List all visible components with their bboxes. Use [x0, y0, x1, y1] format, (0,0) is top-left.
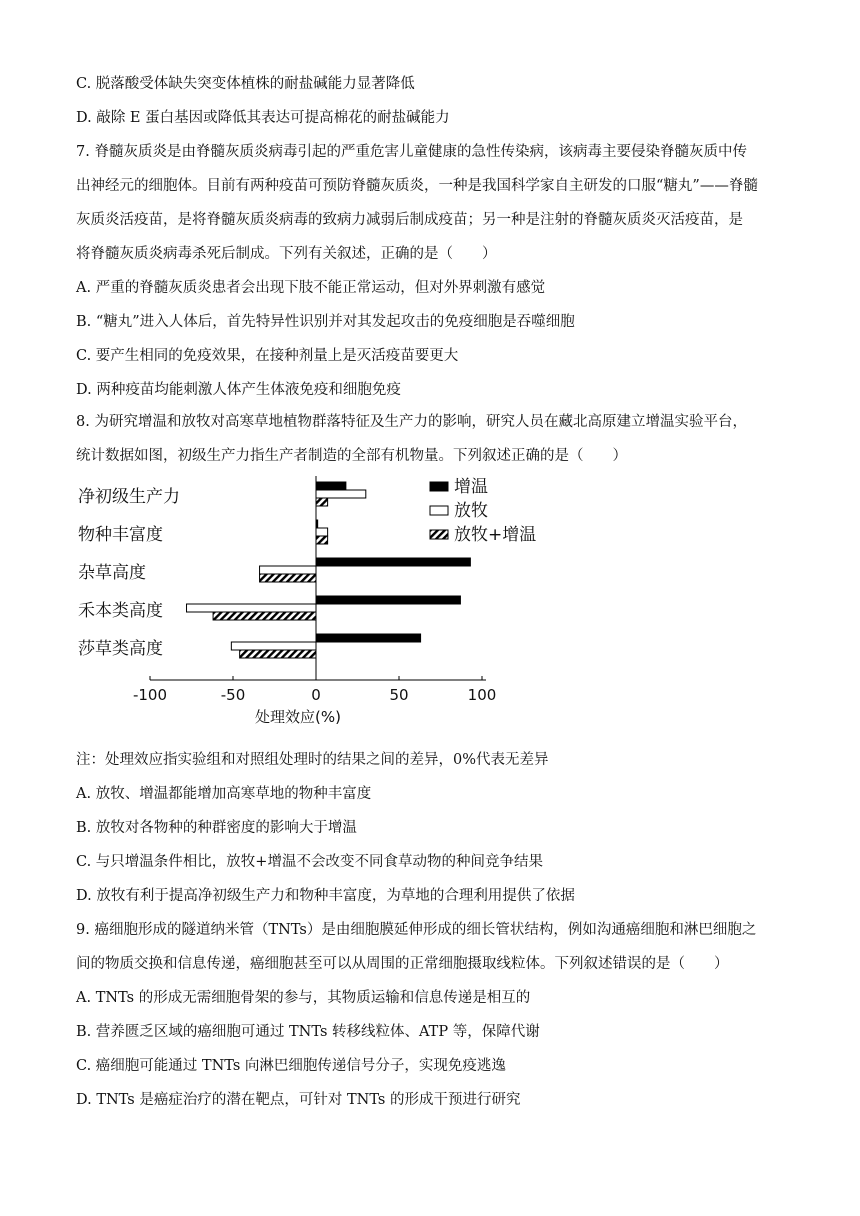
question-7-text-2: 出神经元的细胞体。目前有两种疫苗可预防脊髓灰质炎，一种是我国科学家自主研发的口服“糖丸”——脊髓 [76, 178, 758, 194]
category-label: 莎草类高度 [78, 639, 163, 659]
option-b-q9: B. 营养匮乏区域的癌细胞可通过 TNTs 转移线粒体、ATP 等，保障代谢 [76, 1024, 540, 1040]
option-d-q9: D. TNTs 是癌症治疗的潜在靶点，可针对 TNTs 的形成干预进行研究 [76, 1092, 521, 1108]
question-9-text-2: 间的物质交换和信息传递，癌细胞甚至可以从周围的正常细胞摄取线粒体。下列叙述错误的是（ ） [76, 956, 729, 972]
bar [316, 596, 460, 604]
option-c-q6: C. 脱落酸受体缺失突变体植株的耐盐碱能力显著降低 [76, 76, 415, 92]
category-label: 禾本类高度 [78, 601, 163, 621]
option-c-q7: C. 要产生相同的免疫效果，在接种剂量上是灭活疫苗要更大 [76, 348, 459, 364]
bar [187, 604, 316, 612]
option-b-q8: B. 放牧对各物种的种群密度的影响大于增温 [76, 820, 357, 836]
bar [316, 490, 366, 498]
category-label: 净初级生产力 [78, 487, 180, 507]
bar [260, 566, 316, 574]
bar-chart-svg [70, 472, 550, 734]
bar [316, 634, 421, 642]
bar [240, 650, 316, 658]
option-d-q6: D. 敲除 E 蛋白基因或降低其表达可提高棉花的耐盐碱能力 [76, 110, 450, 126]
x-tick-label: 0 [311, 686, 321, 704]
option-a-q7: A. 严重的脊髓灰质炎患者会出现下肢不能正常运动，但对外界刺激有感觉 [76, 280, 546, 296]
legend-swatch [430, 506, 448, 515]
legend-swatch [430, 530, 448, 539]
bar [316, 558, 470, 566]
bar [260, 574, 316, 582]
legend-label: 放牧 [454, 501, 488, 521]
option-b-q7: B. “糖丸”进入人体后，首先特异性识别并对其发起攻击的免疫细胞是吞噬细胞 [76, 314, 575, 330]
x-tick-label: 100 [467, 686, 497, 704]
bar-chart [70, 472, 550, 734]
x-tick-label: -100 [132, 686, 168, 704]
bar [316, 498, 328, 506]
x-tick-label: 50 [389, 686, 409, 704]
option-a-q8: A. 放牧、增温都能增加高寒草地的物种丰富度 [76, 786, 372, 802]
option-c-q9: C. 癌细胞可能通过 TNTs 向淋巴细胞传递信号分子，实现免疫逃逸 [76, 1058, 506, 1074]
category-label: 杂草高度 [78, 563, 146, 583]
legend-label: 放牧+增温 [454, 525, 537, 545]
bar [316, 528, 328, 536]
option-a-q9: A. TNTs 的形成无需细胞骨架的参与，其物质运输和信息传递是相互的 [76, 990, 531, 1006]
option-d-q7: D. 两种疫苗均能刺激人体产生体液免疫和细胞免疫 [76, 382, 401, 398]
bar [316, 536, 328, 544]
x-axis-label: 处理效应(%) [255, 708, 341, 726]
question-7-text-1: 7. 脊髓灰质炎是由脊髓灰质炎病毒引起的严重危害儿童健康的急性传染病，该病毒主要侵染脊髓灰质中传 [76, 144, 747, 160]
bar [316, 482, 346, 490]
question-7-text-3: 灰质炎活疫苗，是将脊髓灰质炎病毒的致病力减弱后制成疫苗；另一种是注射的脊髓灰质炎灭活疫苗，是 [76, 212, 743, 228]
question-9-text-1: 9. 癌细胞形成的隧道纳米管（TNTs）是由细胞膜延伸形成的细长管状结构，例如沟通癌细胞和淋巴细胞之 [76, 922, 757, 938]
question-8-text-2: 统计数据如图，初级生产力指生产者制造的全部有机物量。下列叙述正确的是（ ） [76, 448, 627, 464]
bar [213, 612, 316, 620]
x-tick-label: -50 [220, 686, 246, 704]
question-8-text-1: 8. 为研究增温和放牧对高寒草地植物群落特征及生产力的影响，研究人员在藏北高原建立增温实验平台， [76, 414, 747, 430]
option-d-q8: D. 放牧有利于提高净初级生产力和物种丰富度，为草地的合理利用提供了依据 [76, 888, 575, 904]
bar [231, 642, 316, 650]
question-7-text-4: 将脊髓灰质炎病毒杀死后制成。下列有关叙述，正确的是（ ） [76, 246, 497, 262]
chart-note: 注：处理效应指实验组和对照组处理时的结果之间的差异，0%代表无差异 [76, 752, 549, 768]
legend-swatch [430, 482, 448, 491]
category-label: 物种丰富度 [78, 525, 163, 545]
legend-label: 增温 [454, 477, 488, 497]
option-c-q8: C. 与只增温条件相比，放牧+增温不会改变不同食草动物的种间竞争结果 [76, 854, 543, 870]
